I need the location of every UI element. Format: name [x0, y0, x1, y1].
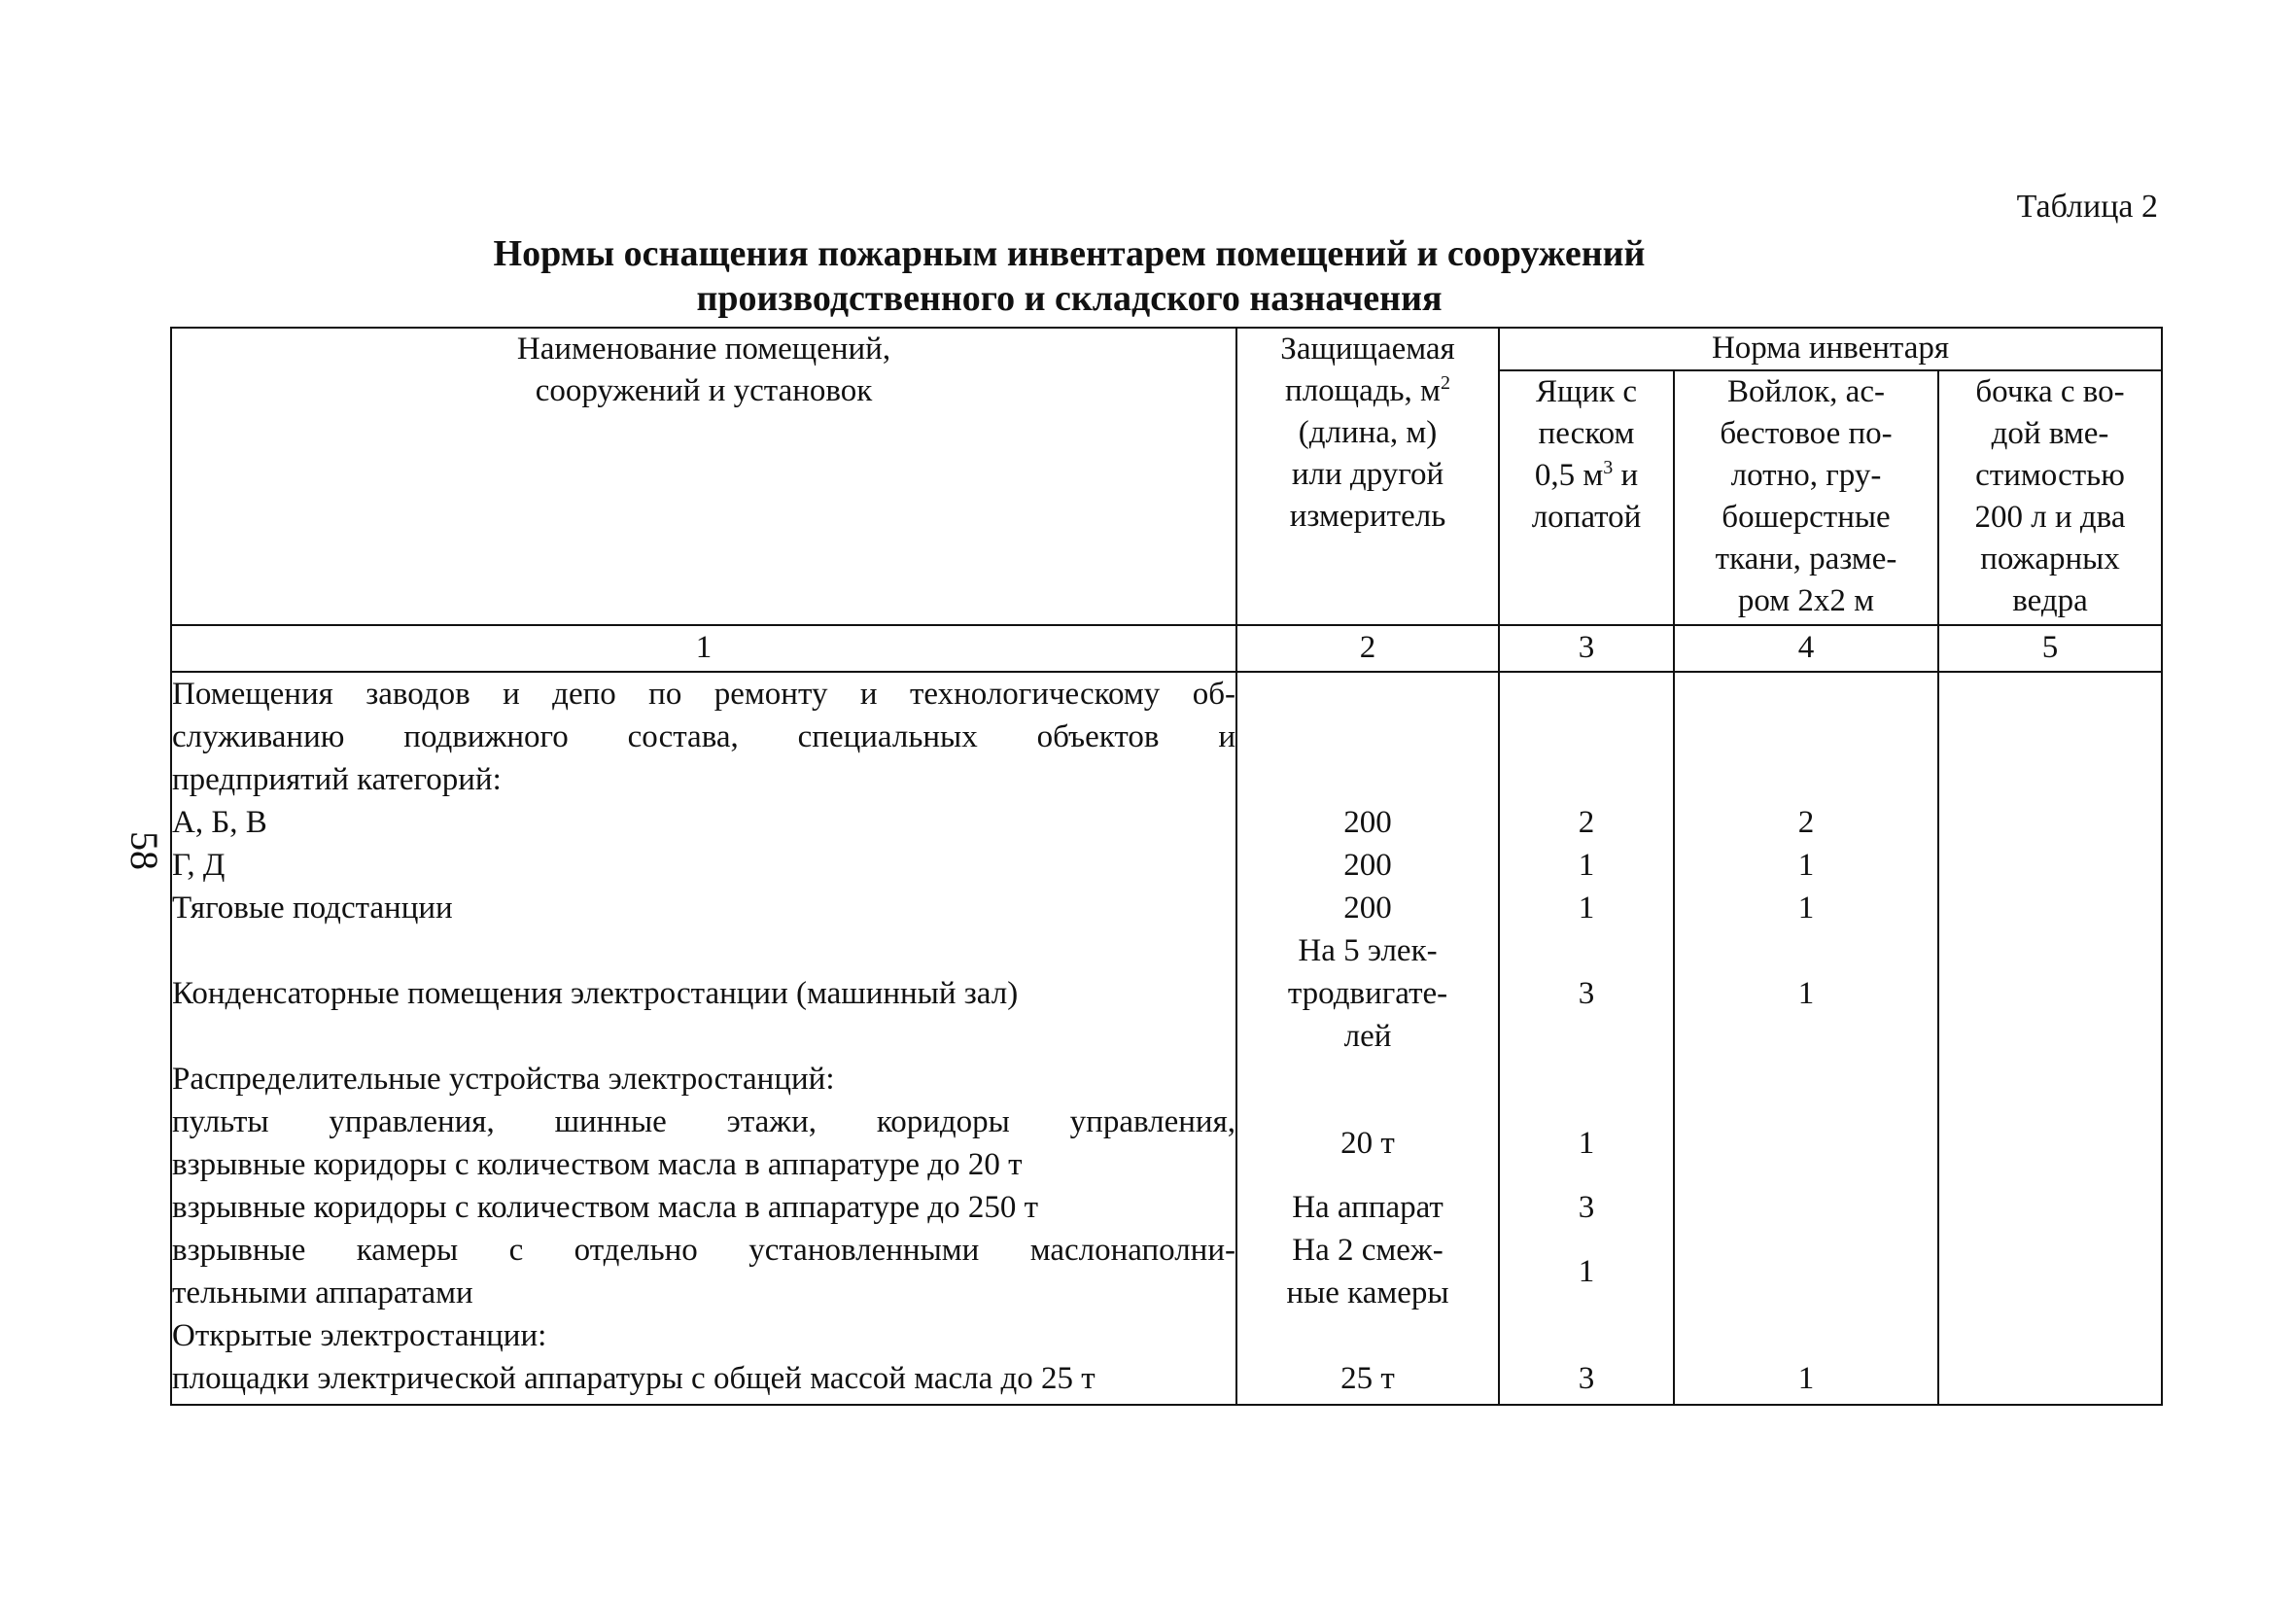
- box-condenser: 3: [1578, 975, 1595, 1011]
- area-panels: 20 т: [1340, 1125, 1395, 1161]
- header-col5-line2: дой вме-: [1991, 416, 2109, 451]
- list-item: служиванию подвижного состава, специальных объектов и: [172, 718, 1235, 754]
- title-line-1: Нормы оснащения пожарным инвентарем помещений и сооружений: [493, 233, 1646, 274]
- body-col-name: [171, 672, 1236, 1405]
- column-number-row: [171, 625, 2162, 672]
- header-col4-line6: ром 2х2 м: [1737, 583, 1875, 618]
- body-col-area: [1236, 672, 1499, 1405]
- list-item: Помещения заводов и депо по ремонту и технологическому об-: [172, 676, 1235, 712]
- felt-condenser: 1: [1797, 975, 1815, 1011]
- header-col5-line6: ведра: [2012, 583, 2088, 618]
- header-col4-line5: ткани, разме-: [1715, 541, 1897, 576]
- box-traction: 1: [1578, 890, 1595, 926]
- header-col2: [1236, 328, 1499, 625]
- box-abv: 2: [1578, 804, 1595, 840]
- header-col5-line1: бочка с во-: [1975, 374, 2125, 409]
- area-condenser-line2: тродвигате-: [1287, 975, 1448, 1011]
- list-item: пульты управления, шинные этажи, коридоры управления,: [172, 1103, 1235, 1139]
- felt-abv: 2: [1797, 804, 1815, 840]
- area-abv: 200: [1343, 804, 1392, 840]
- header-col2-line1: Защищаемая: [1280, 332, 1455, 367]
- header-row-1: [171, 328, 2162, 370]
- list-item: Тяговые подстанции: [172, 890, 453, 926]
- list-item: площадки электрической аппаратуры с общей массой масла до 25 т: [172, 1360, 1096, 1396]
- column-number-1: 1: [171, 625, 1236, 672]
- area-gd: 200: [1343, 847, 1392, 883]
- header-col2-line4: или другой: [1291, 457, 1444, 492]
- norms-table: [170, 327, 2163, 1406]
- area-condenser-line3: лей: [1343, 1018, 1392, 1054]
- area-condenser-line1: На 5 элек-: [1298, 932, 1438, 968]
- area-platforms: 25 т: [1340, 1360, 1395, 1396]
- header-col5: [1938, 370, 2162, 625]
- superscript-2: 2: [1440, 372, 1450, 394]
- list-item: тельными аппаратами: [172, 1275, 473, 1310]
- table-body-row: [171, 672, 2162, 1405]
- list-item: [172, 1015, 1235, 1058]
- area-traction: 200: [1343, 890, 1392, 926]
- title-line-2: производственного и складского назначения: [696, 278, 1443, 319]
- list-item: взрывные коридоры с количеством масла в аппаратуре до 20 т: [172, 1146, 1023, 1182]
- header-group-norm: Норма инвентаря: [1499, 328, 2162, 370]
- list-item: [172, 929, 1235, 972]
- body-col-barrel: [1938, 672, 2162, 1405]
- header-col1-line1: Наименование помещений,: [516, 332, 891, 367]
- header-col5-line3: стимостью: [1975, 458, 2125, 493]
- list-item: взрывные коридоры с количеством масла в аппаратуре до 250 т: [172, 1189, 1038, 1225]
- header-col4: [1674, 370, 1938, 625]
- page-number: 58: [122, 831, 166, 870]
- area-chambers-line2: ные камеры: [1286, 1275, 1449, 1310]
- header-col3-line1: Ящик с: [1535, 374, 1637, 409]
- box-panels: 1: [1578, 1125, 1595, 1161]
- header-col3-line3: 0,5 $м^3$ и: [1534, 457, 1639, 493]
- header-col3-line4: лопатой: [1531, 500, 1642, 535]
- header-col2-line5: измеритель: [1289, 499, 1446, 534]
- column-number-4: 4: [1674, 625, 1938, 672]
- column-number-5: 5: [1938, 625, 2162, 672]
- header-col4-line3: лотно, гру-: [1730, 458, 1882, 493]
- box-platforms: 3: [1578, 1360, 1595, 1396]
- header-col5-line5: пожарных: [1980, 541, 2120, 576]
- list-item: Г, Д: [172, 847, 226, 883]
- area-chambers-line1: На 2 смеж-: [1292, 1232, 1444, 1268]
- list-item: взрывные камеры с отдельно установленными маслонаполни-: [172, 1232, 1235, 1268]
- box-corr250: 3: [1578, 1189, 1595, 1225]
- list-item: Распределительные устройства электростанций:: [172, 1061, 835, 1097]
- box-chambers: 1: [1578, 1253, 1595, 1289]
- header-col4-line2: бестовое по-: [1720, 416, 1893, 451]
- header-col4-line4: бошерстные: [1722, 500, 1891, 535]
- document-title: [389, 231, 1750, 321]
- area-corr250: На аппарат: [1292, 1189, 1444, 1225]
- header-col2-line2: площадь, $м^2$: [1285, 372, 1450, 408]
- header-col5-line4: 200 л и два: [1974, 500, 2126, 535]
- body-col-felt: [1674, 672, 1938, 1405]
- column-number-3: 3: [1499, 625, 1674, 672]
- column-number-2: 2: [1236, 625, 1499, 672]
- list-item: Открытые электростанции:: [172, 1317, 547, 1353]
- felt-traction: 1: [1797, 890, 1815, 926]
- body-col-sandbox: [1499, 672, 1674, 1405]
- header-col3: [1499, 370, 1674, 625]
- superscript-3: 3: [1603, 457, 1614, 478]
- list-item: А, Б, В: [172, 804, 267, 840]
- list-item: предприятий категорий:: [172, 761, 502, 797]
- header-col4-line1: Войлок, ас-: [1727, 374, 1885, 409]
- header-col3-line2: песком: [1538, 416, 1635, 451]
- list-item: Конденсаторные помещения электростанции (машинный зал): [172, 975, 1019, 1011]
- table-label: Таблица 2: [2016, 189, 2158, 225]
- header-col2-line3: (длина, м): [1298, 415, 1438, 450]
- box-gd: 1: [1578, 847, 1595, 883]
- felt-platforms: 1: [1797, 1360, 1815, 1396]
- header-col1-line2: сооружений и установок: [535, 373, 873, 408]
- felt-gd: 1: [1797, 847, 1815, 883]
- header-col1: [171, 328, 1236, 625]
